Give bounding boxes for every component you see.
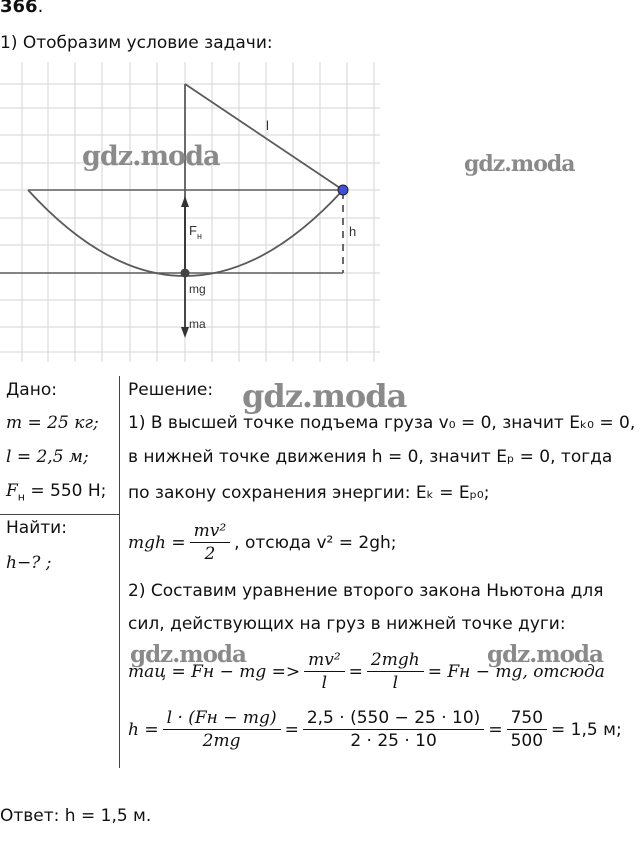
given-force: $F_н = 550$ Н; bbox=[6, 481, 107, 504]
problem-number: 366. bbox=[0, 0, 44, 17]
solution-line2: в нижней точке движения h = 0, значит Eₚ = 0, тогда bbox=[128, 447, 613, 467]
watermark: gdz.moda bbox=[487, 641, 603, 668]
solution-title: Решение: bbox=[128, 380, 214, 400]
label-ma: ma bbox=[189, 317, 206, 331]
slanted-thread bbox=[185, 84, 343, 190]
label-mg: mg bbox=[189, 282, 206, 296]
step1-title: 1) Отобразим условие задачи: bbox=[0, 33, 273, 53]
watermark: gdz.moda bbox=[464, 151, 575, 177]
watermark: gdz.moda bbox=[242, 377, 407, 415]
find-title: Найти: bbox=[6, 518, 67, 538]
bob-point bbox=[181, 269, 190, 278]
given-length: l = 2,5 м; bbox=[6, 447, 89, 467]
table-horizontal-divider bbox=[0, 514, 120, 515]
table-vertical-divider bbox=[119, 376, 120, 768]
given-title: Дано: bbox=[6, 380, 57, 400]
solution-line5: сил, действующих на груз в нижней точке дуги: bbox=[128, 614, 566, 634]
watermark: gdz.moda bbox=[82, 141, 220, 172]
label-f: $F_н$ bbox=[189, 223, 202, 241]
force-arrow-up bbox=[181, 196, 189, 273]
answer: Ответ: h = 1,5 м. bbox=[0, 806, 152, 826]
top-point bbox=[338, 185, 348, 195]
solution-line4: 2) Составим уравнение второго закона Ньютона для bbox=[128, 581, 604, 601]
force-arrow-down bbox=[181, 273, 189, 338]
solution-line3: по закону сохранения энергии: Eₖ = Eₚ₀; bbox=[128, 483, 490, 503]
given-mass: m = 25 кг; bbox=[6, 413, 99, 433]
label-l: l bbox=[266, 118, 269, 133]
watermark: gdz.moda bbox=[130, 641, 246, 668]
find-value: h−? ; bbox=[6, 553, 52, 573]
equation-newton: maц = Fн − mg => $\frac{\text{mv²}}{l}$ = $\frac{\text{2mgh}}{l}$ = Fн − mg, отсюда bbox=[128, 650, 605, 693]
label-h: h bbox=[349, 224, 357, 239]
pendulum-figure bbox=[0, 62, 380, 362]
solution-line1: 1) В высшей точке подъема груза v₀ = 0, значит Eₖ₀ = 0, bbox=[128, 413, 636, 433]
equation-result: h = $\frac{l \cdot (Fн - mg)}{2mg}$ = $\frac{2,5 \cdot (550 - 25 \cdot 10)}{2 \cdot 25 \cdot 10}$ = $\frac{750}{500}$ = 1,5 м; bbox=[128, 708, 622, 751]
equation-energy: mgh = $\frac{\text{mv²}}{2}$ , отсюда v² = 2gh; bbox=[128, 521, 397, 564]
